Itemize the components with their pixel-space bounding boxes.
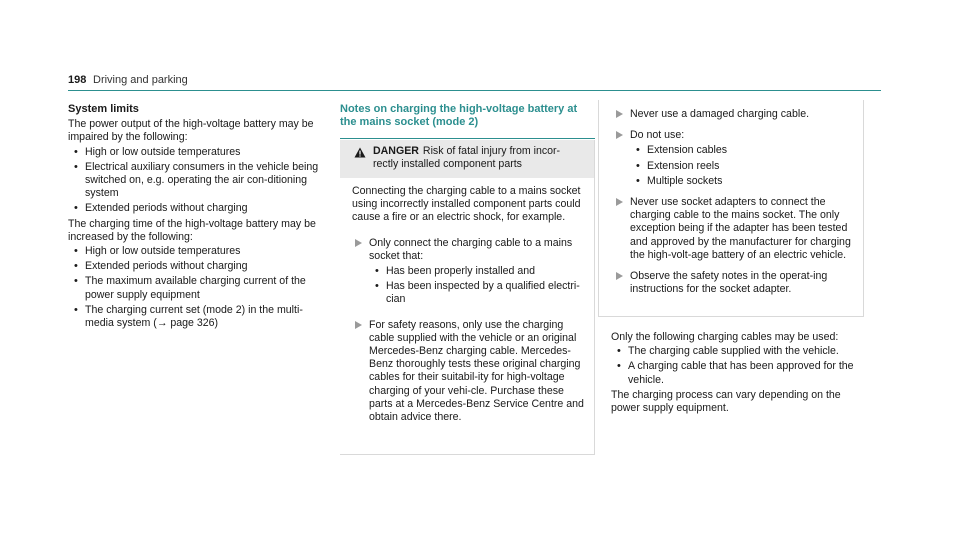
step-text: Never use socket adapters to connect the charging cable to the mains socket. The only exception being if the adapter has been tested and approved by the manufacturer for charging the high-volt-age battery of an electric vehicle.: [630, 196, 851, 261]
system-limits-heading: System limits: [68, 103, 139, 115]
danger-panel: [340, 140, 595, 455]
step-damaged-cable: [613, 108, 855, 121]
allowed-cables-list: [611, 345, 871, 387]
allowed-cables-section: [611, 331, 871, 415]
step-socket-adapters: [613, 196, 855, 262]
charging-time-intro: The charging time of the high-voltage battery may be increased by the following:: [68, 217, 316, 243]
step-text: Never use a damaged charging cable.: [630, 108, 810, 120]
page-number: 198: [68, 74, 87, 86]
system-limits-column: [68, 103, 323, 332]
list-item: • Extended periods without charging: [68, 202, 323, 215]
charging-process-note: The charging process can vary depending on the power supply equipment.: [611, 388, 841, 415]
list-item: • Extended periods without charging: [68, 260, 323, 273]
step-text: Do not use:: [630, 129, 685, 142]
list-item: • Electrical auxiliary consumers in the vehicle being switched on, e.g. operating the air con-ditioning system: [68, 161, 323, 201]
step-safety: [352, 319, 586, 425]
warning-triangle-icon: [354, 147, 366, 158]
list-item: • The maximum available charging current of the power supply equipment: [68, 275, 323, 301]
danger-body-text: Connecting the charging cable to a mains socket using incorrectly installed component parts could cause a fire or an electric shock, for example.: [352, 185, 581, 224]
list-item: • A charging cable that has been approved for the vehicle.: [611, 360, 871, 386]
socket-requirements-list: [369, 265, 586, 307]
allowed-cables-intro: Only the following charging cables may be used:: [611, 331, 839, 343]
list-item: • Extension cables: [630, 144, 855, 157]
list-item: • Extension reels: [630, 160, 855, 173]
list-item: • Has been inspected by a qualified electri-cian: [369, 280, 586, 306]
page-reference-item[interactable]: • The charging current set (mode 2) in the multi-media system (→ page 326): [68, 304, 323, 330]
step-arrow-icon: [355, 239, 362, 247]
step-connect: [352, 237, 586, 307]
step-observe-notes: [613, 270, 855, 296]
list-item: • High or low outside temperatures: [68, 146, 323, 159]
step-arrow-icon: [616, 198, 623, 206]
section-title: Driving and parking: [93, 74, 188, 86]
cable-warnings-panel: [598, 100, 864, 317]
list-item: • The charging cable supplied with the vehicle.: [611, 345, 871, 358]
notes-heading: Notes on charging the high-voltage battery at the mains socket (mode 2): [340, 103, 595, 139]
list-item: • Has been properly installed and: [369, 265, 586, 278]
step-text: Only connect the charging cable to a mains socket that:: [369, 236, 573, 262]
danger-bar: [340, 140, 594, 178]
danger-message: [373, 145, 585, 171]
danger-label: DANGER: [373, 145, 419, 157]
page-header: [68, 73, 881, 91]
step-do-not-use: [613, 129, 855, 188]
step-arrow-icon: [616, 131, 623, 139]
step-arrow-icon: [616, 110, 623, 118]
danger-text: Risk of fatal injury from incor-rectly installed component parts: [373, 145, 561, 171]
charging-time-list: [68, 245, 323, 330]
system-limits-list: [68, 146, 323, 216]
danger-body: [340, 178, 594, 424]
list-item: • High or low outside temperatures: [68, 245, 323, 258]
do-not-use-list: [630, 144, 855, 188]
step-arrow-icon: [616, 272, 623, 280]
list-item: • Multiple sockets: [630, 175, 855, 188]
step-text: Observe the safety notes in the operat-ing instructions for the socket adapter.: [630, 270, 828, 296]
step-arrow-icon: [355, 321, 362, 329]
notes-column: [340, 103, 595, 139]
system-limits-intro: The power output of the high-voltage battery may be impaired by the following:: [68, 118, 314, 144]
step-text: For safety reasons, only use the charging cable supplied with the vehicle or an original Mercedes-Benz charging cable. Mercedes-Benz thoroughly tests these original charging cables for their suitabil-ity for high-voltage charging of your vehi-cle. Purchase these parts at a Mercedes-Benz Service Centre and obtain advice there.: [369, 318, 584, 424]
